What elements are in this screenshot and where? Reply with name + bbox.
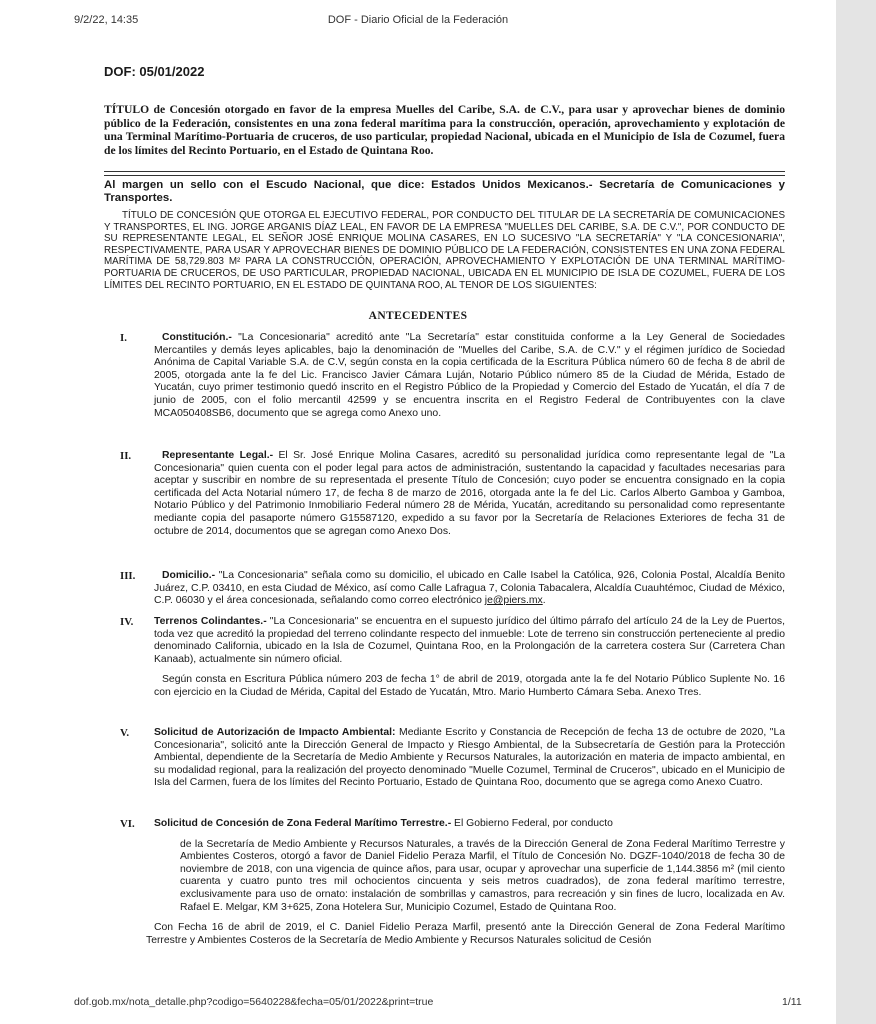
item-number: IV.	[120, 616, 134, 628]
item-paragraph	[154, 450, 785, 538]
print-page-title: DOF - Diario Oficial de la Federación	[327, 14, 509, 26]
email-link[interactable]: je@piers.mx	[484, 595, 543, 607]
divider-line	[104, 171, 785, 172]
antecedent-item-5	[120, 727, 785, 790]
item-paragraph	[154, 727, 785, 790]
item-paragraph	[154, 616, 785, 666]
item-paragraph-2: Según consta en Escritura Pública número 203 de fecha 1° de abril de 2019, otorgada ante la fe del Notario Público Suplente No. 16 con ejercicio en la Ciudad de Mérida, Capital del Estado de Yucatán, Mtro. Mario Humberto Cámara Seba. Anexo Tres.	[154, 674, 785, 698]
item-text-end: .	[542, 595, 546, 607]
item-number: VI.	[120, 818, 135, 830]
divider-line	[104, 175, 785, 176]
item-text: "La Concesionaria" acreditó ante "La Secretaría" estar constituida conforme a la Ley General de Sociedades Mercantiles y demás leyes aplicables, bajo la denominación de "Muelles del Caribe, S.A. de C.V." y el régimen jurídico de Sociedad Anónima de Capital Variable S.A. de C.V, según consta en la copia certificada de la Escritura Pública número 60 de fecha 8 de abril de 2005, otorgada ante la fe del Lic. Francisco Javier Cámara Luján, Notario Público número 85 de la Ciudad de Mérida, Estado de Yucatán, cuyo primer testimonio quedó inscrito en el Registro Público de la Propiedad y Comercio del Estado de Yucatán, el día 7 de junio de 2005, con el folio mercantil 42599 y se encuentra inscrita en el Registro Federal de Contribuyentes con la clave MCA050408SB6, documento que se agrega como Anexo uno.	[154, 332, 785, 419]
item-paragraph	[154, 570, 785, 608]
antecedent-item-3	[120, 570, 785, 608]
print-datetime: 9/2/22, 14:35	[74, 14, 139, 26]
item-number: I.	[120, 332, 127, 344]
document-title: TÍTULO de Concesión otorgado en favor de la empresa Muelles del Caribe, S.A. de C.V., para usar y aprovechar bienes de dominio público de la Federación, consistentes en una zona federal marítima para la construcción, operación, aprovechamiento y explotación de una Terminal Marítimo-Portuaria de cruceros, de uso particular, propiedad Nacional, ubicada en el Municipio de Isla de Cozumel, fuera de los límites del Recinto Portuario, en el Estado de Quintana Roo.	[104, 103, 785, 157]
preamble: TÍTULO DE CONCESIÓN QUE OTORGA EL EJECUTIVO FEDERAL, POR CONDUCTO DEL TITULAR DE LA SECRETARÍA DE COMUNICACIONES Y TRANSPORTES, EL ING. JORGE ARGANIS DÍAZ LEAL, EN FAVOR DE LA EMPRESA "MUELLES DEL CARIBE, S.A. DE C.V.", POR CONDUCTO DE SU REPRESENTANTE LEGAL, EL SEÑOR JOSÉ ENRIQUE MOLINA CASARES, EN LO SUCESIVO "LA SECRETARÍA" Y "LA CONCESIONARIA", RESPECTIVAMENTE, PARA USAR Y APROVECHAR BIENES DE DOMINIO PÚBLICO DE LA FEDERACIÓN, CONSISTENTES EN UNA ZONA FEDERAL MARÍTIMA DE 58,729.803 M² PARA LA CONSTRUCCIÓN, OPERACIÓN, APROVECHAMIENTO Y EXPLOTACIÓN DE UNA TERMINAL MARÍTIMO-PORTUARIA DE CRUCEROS, DE USO PARTICULAR, PROPIEDAD NACIONAL, UBICADA EN EL MUNICIPIO DE ISLA DE COZUMEL, FUERA DE LOS LÍMITES DEL RECINTO PORTUARIO, EN EL ESTADO DE QUINTANA ROO, AL TENOR DE LOS SIGUIENTES:	[104, 210, 785, 291]
item-number: II.	[120, 450, 132, 462]
item-paragraph	[154, 818, 785, 831]
item-text: Mediante Escrito y Constancia de Recepción de fecha 13 de octubre de 2020, "La Concesionaria", solicitó ante la Dirección General de Impacto y Riesgo Ambiental, de la Subsecretaría de Gestión para la Protección Ambiental, dependiente de la Secretaría de Medio Ambiente y Recursos Naturales, la autorización en materia de impacto ambiental, en su modalidad regional, para la realización del proyecto denominado "Muelle Cozumel, Terminal de Cruceros", ubicado en el Municipio de Isla del Carmen, fuera de los límites del Recinto Portuario, Estado de Quintana Roo, documento que se agrega como Anexo Cuatro.	[154, 727, 785, 789]
antecedent-item-4	[120, 616, 785, 700]
item-number: V.	[120, 727, 130, 739]
margin-note: Al margen un sello con el Escudo Nacional, que dice: Estados Unidos Mexicanos.- Secretaría de Comunicaciones y Transportes.	[104, 179, 785, 205]
item-paragraph	[154, 332, 785, 420]
section-heading: ANTECEDENTES	[368, 310, 468, 322]
item-text: El Sr. José Enrique Molina Casares, acreditó su personalidad jurídica como representante legal de "La Concesionaria" quien cuenta con el poder legal para actos de administración, sustentando la capacidad y facultades necesarias para aceptar y suscribir en nombre de su representada el presente Título de Concesión; cuyo poder se encuentra consignado en la copia certificada del Acta Notarial número 17, de fecha 8 de marzo de 2016, otorgada ante la fe del Lic. Carlos Alberto Gamboa y Gamboa, Notario Público y del Patrimonio Inmobiliario Federal número 28 de Mérida, Yucatán, acreditando su personalidad como representante mediante copia del pasaporte número G15587120, expedido a su favor por la Secretaría de Relaciones Exteriores de fecha 31 de octubre de 2014, documentos que se agregan como Anexo Dos.	[154, 450, 785, 537]
page-counter: 1/11	[782, 996, 802, 1008]
print-url: dof.gob.mx/nota_detalle.php?codigo=5640228&fecha=05/01/2022&print=true	[74, 996, 434, 1008]
scrollbar-track[interactable]	[836, 0, 876, 1024]
item-text: "La Concesionaria" se encuentra en el supuesto jurídico del último párrafo del artículo 24 de la Ley de Puertos, toda vez que acreditó la propiedad del terreno colindante respecto del inmueble: Lote de terreno sin construcción perteneciente al predio denominado California, ubicado en la Isla de Cozumel, Quintana Roo, en la Prolongación de la carretera costera Sur (Carretera Chan Kanaab), actualmente sin número oficial.	[154, 616, 785, 665]
item-paragraph-2: de la Secretaría de Medio Ambiente y Recursos Naturales, a través de la Dirección General de Zona Federal Marítimo Terrestre y Ambientes Costeros, otorgó a favor de Daniel Fidelio Peraza Marfil, el Título de Concesión No. DGZF-1040/2018 de fecha 30 de noviembre de 2018, con una vigencia de quince años, para usar, ocupar y aprovechar una superficie de 1,144.3856 m² (mil ciento cuarenta y cuatro punto tres mil ochocientos cincuenta y seis metros cuadrados), de zona federal marítimo terrestre, exclusivamente para uso de ornato: instalación de sombrillas y camastros, para recreación y sin fines de lucro, localizada en Av. Rafael E. Melgar, KM 3+625, Zona Hotelera Sur, Municipio Cozumel, Estado de Quintana Roo.	[180, 838, 785, 913]
item-number: III.	[120, 570, 136, 582]
antecedent-item-2	[120, 450, 785, 538]
item-text: El Gobierno Federal, por conducto	[451, 818, 613, 829]
item-heading: Representante Legal.-	[162, 450, 274, 461]
item-heading: Domicilio.-	[162, 570, 216, 581]
item-heading: Solicitud de Concesión de Zona Federal Marítimo Terrestre.-	[154, 818, 452, 829]
antecedent-item-1	[120, 332, 785, 420]
item-text: "La Concesionaria" señala como su domicilio, el ubicado en Calle Isabel la Católica, 926, Colonia Postal, Alcaldía Benito Juárez, C.P. 03410, en esta Ciudad de México, así como Calle Lafragua 7, Colonia Tabacalera, Alcaldía Cuauhtémoc, Ciudad de México, C.P. 06030 y el área concesionada, señalando como correo electrónico	[154, 570, 785, 607]
item-heading: Constitución.-	[162, 332, 232, 343]
item-heading: Terrenos Colindantes.-	[154, 616, 267, 627]
antecedent-item-6	[120, 818, 785, 947]
item-paragraph-3: Con Fecha 16 de abril de 2019, el C. Daniel Fidelio Peraza Marfil, presentó ante la Dirección General de Zona Federal Marítimo Terrestre y Ambientes Costeros de la Secretaría de Medio Ambiente y Recursos Naturales solicitud de Cesión	[146, 922, 785, 946]
item-heading: Solicitud de Autorización de Impacto Ambiental:	[154, 727, 396, 738]
dof-date: DOF: 05/01/2022	[104, 64, 205, 79]
